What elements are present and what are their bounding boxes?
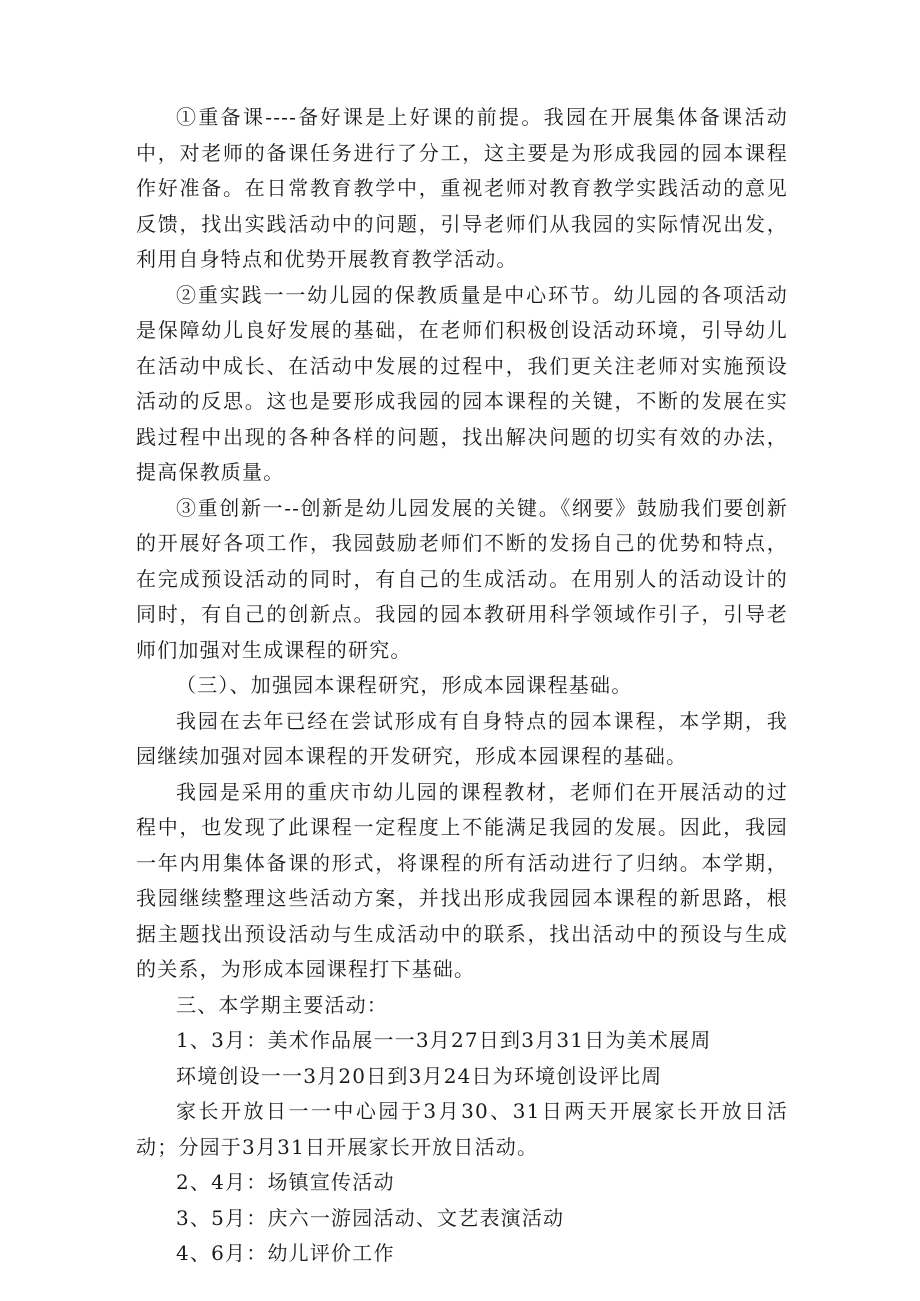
section-heading-activities: 三、本学期主要活动： xyxy=(176,992,388,1017)
activity-item-april: 2、4月：场镇宣传活动 xyxy=(176,1170,395,1194)
paragraph-prepare-lessons: ①重备课----备好课是上好课的前提。我园在开展集体备课活动中，对老师的备课任务进行了分工，这主要是为形成我园的园本课程作好准备。在日常教育教学中，重视老师对教育教学实践活动的意见反馈，找出实践活动中的问题，引导老师们从我园的实际情况出发，利用自身特点和优势开展教育教学活动。 xyxy=(136,105,788,271)
paragraph-curriculum-intro: 我园在去年已经在尝试形成有自身特点的园本课程，本学期，我园继续加强对园本课程的开发研究，形成本园课程的基础。 xyxy=(136,708,788,768)
activity-item-open-day: 家长开放日一一中心园于3月30、31日两天开展家长开放日活动；分园于3月31日开展家长开放日活动。 xyxy=(136,1099,788,1159)
paragraph-innovation: ③重创新一--创新是幼儿园发展的关键。《纲要》鼓励我们要创新的开展好各项工作，我园鼓励老师们不断的发扬自己的优势和特点，在完成预设活动的同时，有自己的生成活动。在用别人的活动设计的同时，有自己的创新点。我园的园本教研用科学领域作引子，引导老师们加强对生成课程的研究。 xyxy=(136,495,788,662)
activity-item-june: 4、6月：幼儿评价工作 xyxy=(176,1241,395,1265)
activity-item-may: 3、5月：庆六一游园活动、文艺表演活动 xyxy=(176,1205,565,1230)
section-heading-curriculum: （三）、加强园本课程研究，形成本园课程基础。 xyxy=(176,673,633,697)
activity-item-environment: 环境创设一一3月20日到3月24日为环境创设评比周 xyxy=(176,1063,663,1088)
paragraph-practice: ②重实践一一幼儿园的保教质量是中心环节。幼儿园的各项活动是保障幼儿良好发展的基础，在老师们积极创设活动环境，引导幼儿在活动中成长、在活动中发展的过程中，我们更关注老师对实施预设活动的反思。这也是要形成我园的园本课程的关键，不断的发展在实践过程中出现的各种各样的问题，找出解决问题的切实有效的办法，提高保教质量。 xyxy=(136,282,788,484)
activity-item-march: 1、3月：美术作品展一一3月27日到3月31日为美术展周 xyxy=(176,1028,712,1052)
paragraph-curriculum-details: 我园是采用的重庆市幼儿园的课程教材，老师们在开展活动的过程中，也发现了此课程一定程度上不能满足我园的发展。因此，我园一年内用集体备课的形式，将课程的所有活动进行了归纳。本学期，我园继续整理这些活动方案，并找出形成我园园本课程的新思路，根据主题找出预设活动与生成活动中的联系，找出活动中的预设与生成的关系，为形成本园课程打下基础。 xyxy=(136,779,788,981)
